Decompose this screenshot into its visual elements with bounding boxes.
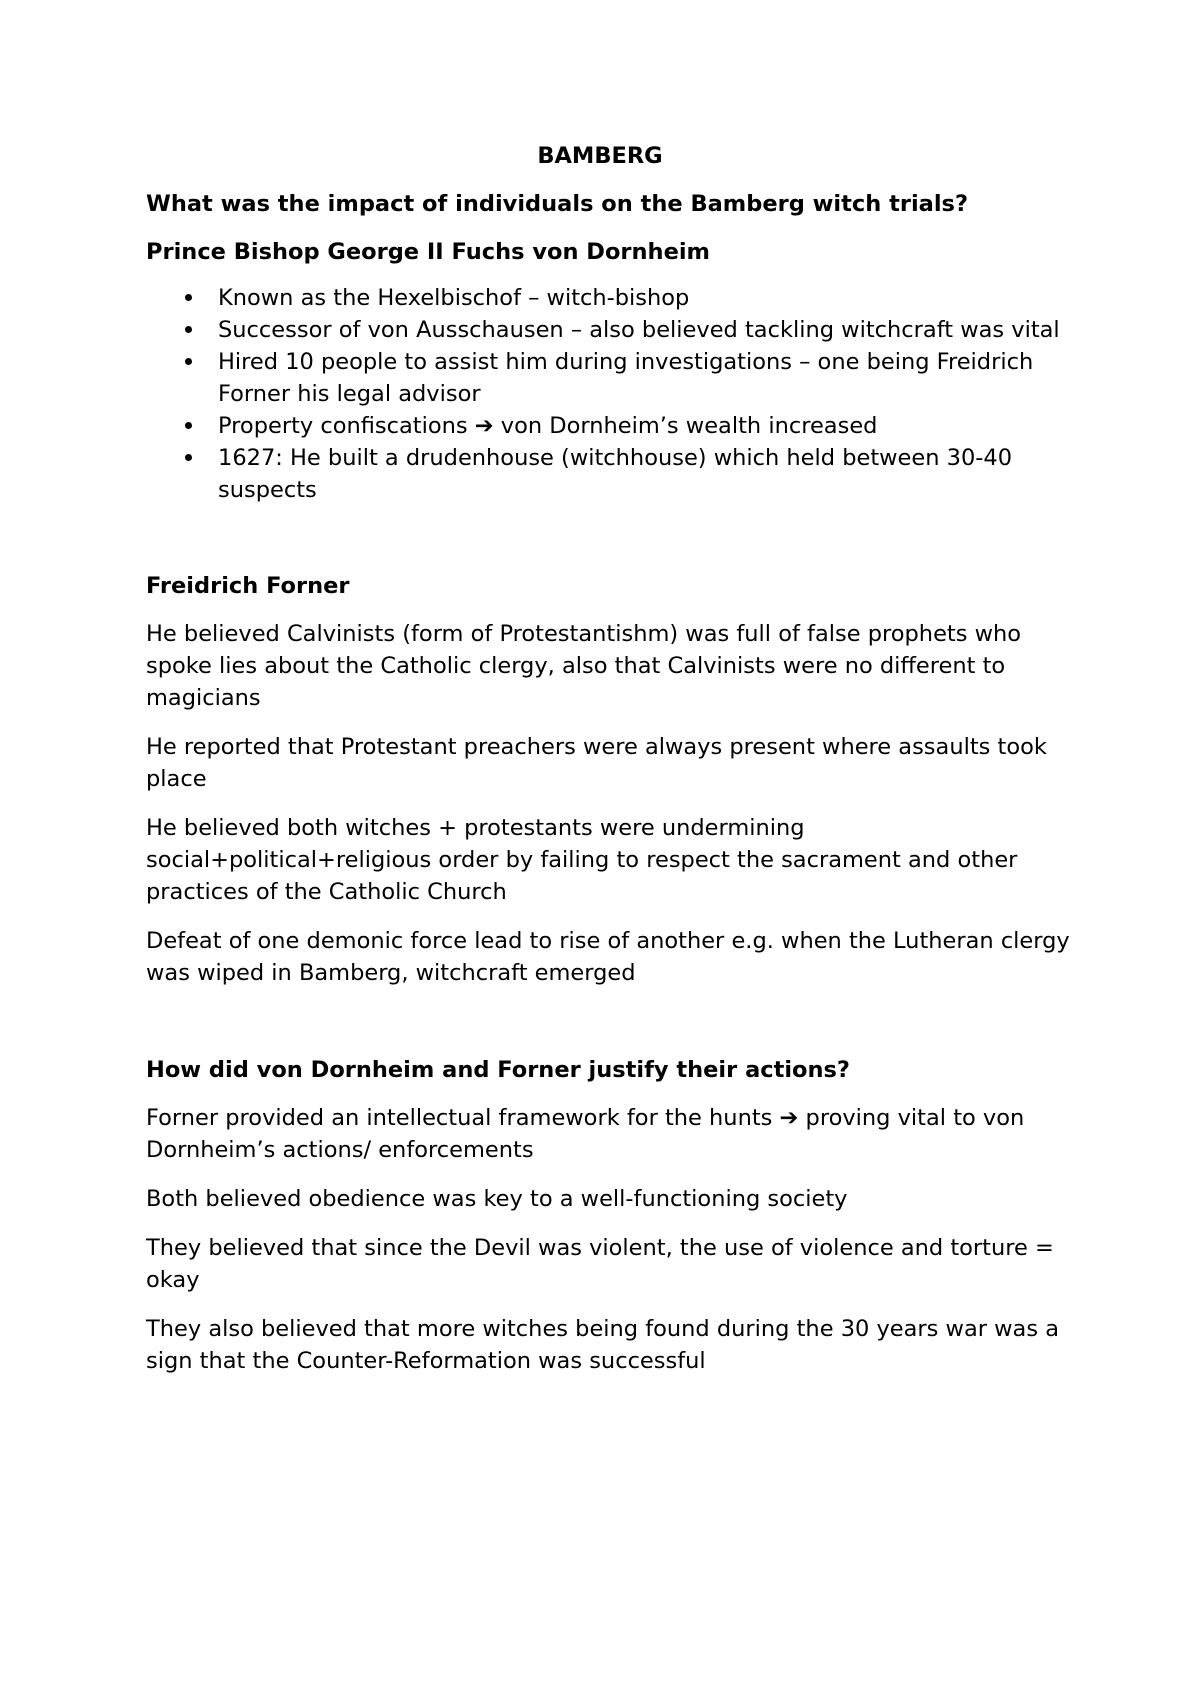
bullet-icon bbox=[185, 454, 192, 461]
forner-paragraph: Defeat of one demonic force lead to rise of another e.g. when the Lutheran clergy was wiped in Bamberg, witchcraft emerged bbox=[146, 928, 1070, 986]
justification-paragraph: They believed that since the Devil was violent, the use of violence and torture = okay bbox=[146, 1235, 1054, 1293]
dornheim-bullet-list bbox=[146, 282, 1076, 506]
list-item bbox=[146, 410, 1076, 442]
paragraph-text-before: Forner provided an intellectual framework for the hunts bbox=[146, 1105, 780, 1131]
spacer bbox=[146, 506, 1076, 570]
document-title: BAMBERG bbox=[537, 143, 663, 169]
list-item bbox=[146, 442, 1076, 506]
justification-paragraph: Both believed obedience was key to a well-functioning society bbox=[146, 1186, 848, 1212]
list-item-text-before: Property confiscations bbox=[218, 413, 475, 439]
section-heading-forner: Freidrich Forner bbox=[146, 573, 350, 599]
document-body bbox=[146, 140, 1076, 1394]
forner-paragraph: He believed Calvinists (form of Protestantishm) was full of false prophets who spoke lies about the Catholic clergy, also that Calvinists were no different to magicians bbox=[146, 621, 1022, 711]
list-item bbox=[146, 314, 1076, 346]
arrow-right-icon: ➔ bbox=[474, 413, 494, 439]
bullet-icon bbox=[185, 294, 192, 301]
section-heading-justification: How did von Dornheim and Forner justify their actions? bbox=[146, 1057, 850, 1083]
list-item-text: Known as the Hexelbischof – witch-bishop bbox=[218, 285, 690, 311]
bullet-icon bbox=[185, 326, 192, 333]
justification-paragraph: They also believed that more witches being found during the 30 years war was a sign that the Counter-Reformation was successful bbox=[146, 1316, 1059, 1374]
list-item-text: Successor of von Ausschausen – also believed tackling witchcraft was vital bbox=[218, 317, 1060, 343]
bullet-icon bbox=[185, 422, 192, 429]
forner-paragraph: He believed both witches + protestants were undermining social+political+religious order by failing to respect the sacrament and other practices of the Catholic Church bbox=[146, 815, 1018, 905]
list-item-text-after: von Dornheim’s wealth increased bbox=[493, 413, 878, 439]
question-heading: What was the impact of individuals on the Bamberg witch trials? bbox=[146, 191, 968, 217]
section-heading-dornheim: Prince Bishop George II Fuchs von Dornheim bbox=[146, 239, 710, 265]
paragraph-text-after: proving vital to von Dornheim’s actions/ enforcements bbox=[146, 1105, 1025, 1163]
list-item bbox=[146, 346, 1076, 410]
list-item-text: Hired 10 people to assist him during investigations – one being Freidrich Forner his legal advisor bbox=[218, 349, 1034, 407]
arrow-right-icon: ➔ bbox=[779, 1105, 799, 1131]
forner-paragraph: He reported that Protestant preachers were always present where assaults took place bbox=[146, 734, 1047, 792]
spacer bbox=[146, 1006, 1076, 1054]
bullet-icon bbox=[185, 358, 192, 365]
justification-paragraph bbox=[146, 1102, 1076, 1166]
list-item bbox=[146, 282, 1076, 314]
list-item-text: 1627: He built a drudenhouse (witchhouse) which held between 30-40 suspects bbox=[218, 445, 1013, 503]
